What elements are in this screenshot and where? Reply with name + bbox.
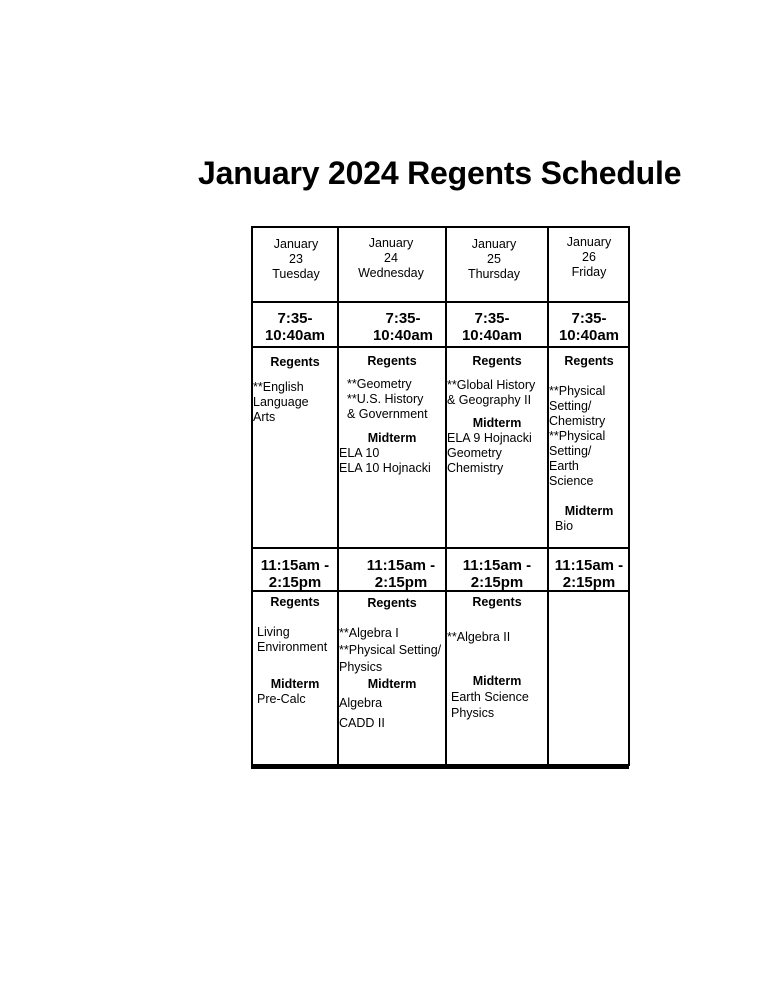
exam-item: Bio xyxy=(555,519,574,533)
exam-item: Living xyxy=(257,625,290,639)
exam-item: Geometry xyxy=(447,446,502,460)
afternoon-time-thursday: 11:15am - 2:15pm xyxy=(462,557,532,591)
exam-item: Physics xyxy=(451,706,495,720)
exam-item: & Government xyxy=(347,407,428,421)
day-number: 26 xyxy=(582,250,596,264)
midterm-label: Midterm xyxy=(472,674,522,688)
exam-item: ELA 9 Hojnacki xyxy=(447,431,532,445)
day-month: January xyxy=(471,237,517,251)
exam-item: **Geometry xyxy=(347,377,412,391)
midterm-label: Midterm xyxy=(472,416,522,430)
day-number: 25 xyxy=(487,252,501,266)
afternoon-cell-tuesday xyxy=(253,595,337,707)
exam-item: Chemistry xyxy=(447,461,504,475)
exam-item: ELA 10 Hojnacki xyxy=(339,461,431,475)
exam-item: Earth Science xyxy=(451,690,529,704)
day-header-friday xyxy=(553,235,625,280)
day-header-thursday xyxy=(457,237,531,282)
regents-label: Regents xyxy=(472,354,522,368)
afternoon-cell-wednesday xyxy=(339,595,445,733)
exam-item: ELA 10 xyxy=(339,446,380,460)
exam-item: Pre-Calc xyxy=(257,692,306,706)
page-title: January 2024 Regents Schedule xyxy=(198,155,682,191)
regents-label: Regents xyxy=(367,596,417,610)
exam-item: Physics xyxy=(339,660,383,674)
exam-item: Algebra xyxy=(339,696,383,710)
exam-item: **U.S. History xyxy=(347,392,424,406)
day-weekday: Wednesday xyxy=(358,266,424,280)
exam-item: CADD II xyxy=(339,716,385,730)
morning-bottom-divider xyxy=(251,547,629,549)
morning-time-divider xyxy=(251,346,629,348)
exam-item: Arts xyxy=(253,410,276,424)
exam-item: **Physical Setting/ xyxy=(339,643,442,657)
table-bottom-border xyxy=(251,764,629,769)
header-divider xyxy=(251,301,629,303)
morning-time-wednesday: 7:35- 10:40am xyxy=(372,310,434,344)
morning-cell-wednesday xyxy=(339,354,445,476)
midterm-label: Midterm xyxy=(564,504,614,518)
exam-item: **Global History xyxy=(447,378,536,392)
day-weekday: Thursday xyxy=(467,267,521,281)
exam-item: Environment xyxy=(257,640,328,654)
table-top-border xyxy=(251,226,629,228)
morning-time-tuesday: 7:35- 10:40am xyxy=(264,310,326,344)
exam-item: **Physical xyxy=(549,429,606,443)
exam-item: Chemistry xyxy=(549,414,606,428)
midterm-label: Midterm xyxy=(270,677,320,691)
morning-cell-thursday xyxy=(447,354,547,476)
day-month: January xyxy=(368,236,414,250)
regents-label: Regents xyxy=(270,595,320,609)
exam-item: **Algebra I xyxy=(339,626,399,640)
afternoon-cell-thursday xyxy=(447,595,547,721)
day-number: 23 xyxy=(289,252,303,266)
regents-label: Regents xyxy=(367,354,417,368)
morning-cell-friday xyxy=(549,354,629,534)
morning-cell-tuesday xyxy=(253,355,337,425)
day-header-tuesday xyxy=(259,237,333,282)
exam-item: Earth xyxy=(549,459,579,473)
day-number: 24 xyxy=(384,251,398,265)
day-month: January xyxy=(273,237,319,251)
midterm-label: Midterm xyxy=(367,677,417,691)
regents-label: Regents xyxy=(564,354,614,368)
exam-item: Setting/ xyxy=(549,444,592,458)
exam-item: Language xyxy=(253,395,309,409)
regents-label: Regents xyxy=(472,595,522,609)
exam-item: Science xyxy=(549,474,594,488)
exam-item: **Algebra II xyxy=(447,630,511,644)
schedule-table xyxy=(251,226,629,769)
exam-item: **Physical xyxy=(549,384,606,398)
day-weekday: Friday xyxy=(571,265,607,279)
exam-item: **English xyxy=(253,380,304,394)
regents-label: Regents xyxy=(270,355,320,369)
day-month: January xyxy=(566,235,612,249)
exam-item: & Geography II xyxy=(447,393,532,407)
day-header-wednesday xyxy=(351,236,431,281)
afternoon-time-friday: 11:15am - 2:15pm xyxy=(554,557,624,591)
midterm-label: Midterm xyxy=(367,431,417,445)
morning-time-thursday: 7:35- 10:40am xyxy=(461,310,523,344)
morning-time-friday: 7:35- 10:40am xyxy=(558,310,620,344)
afternoon-time-wednesday: 11:15am - 2:15pm xyxy=(366,557,436,591)
afternoon-time-tuesday: 11:15am - 2:15pm xyxy=(260,557,330,591)
day-weekday: Tuesday xyxy=(272,267,320,281)
exam-item: Setting/ xyxy=(549,399,592,413)
